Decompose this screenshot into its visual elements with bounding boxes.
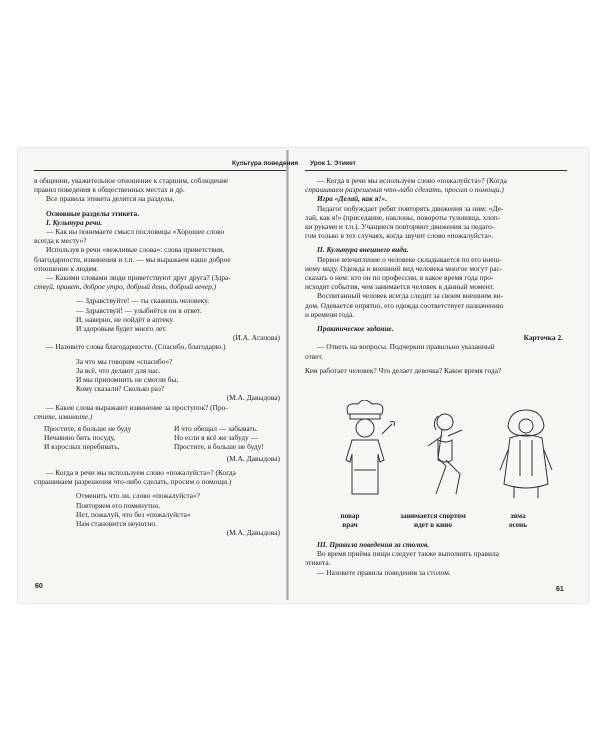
text-line: гом только в тех случаях, когда звучит слово «пожалуйста». — [305, 231, 494, 241]
caption-option[interactable]: зима — [510, 512, 526, 520]
text-line: (И.А. Агапова) — [232, 333, 280, 343]
poem-row — [34, 442, 284, 451]
poem-line: Простите, я больше не буду — [44, 424, 132, 434]
text-line: Нет, пожалуй, что без «пожалуйста» — [76, 509, 191, 519]
text-line: — Какие слова выражают извинение за проступок? (Про- — [46, 402, 228, 412]
poem-row — [34, 424, 284, 433]
text-line: Основные разделы этикета. — [46, 208, 140, 218]
text-line: Первое впечатление о человеке складывается по его внеш- — [317, 254, 502, 264]
text-line: сказать о нем: кто он по профессии, в какое время года про- — [305, 273, 494, 283]
text-line: отношение к людям. — [34, 263, 99, 273]
text-line: III. Правила поведения за столом. — [317, 540, 430, 549]
poem-line: Но если я всё же забуду — — [174, 433, 258, 443]
text-line: Кем работает человек? Что делает девочка? Какое время года? — [305, 365, 502, 375]
card-illustrations — [330, 400, 560, 508]
girl-running-illustration — [428, 414, 462, 494]
text-line: За что мы говорим «спасибо»? — [76, 356, 173, 366]
caption-option[interactable]: осень — [508, 521, 527, 529]
poem-line: Нечаянно бить посуду, — [44, 433, 116, 443]
text-line: И мы припомнить не смогли бы, — [76, 375, 179, 385]
text-line: нему виду. Одежда и внешний вид человека многое могут рас- — [305, 263, 503, 273]
text-line: — Здравствуйте! — ты скажешь человеку. — [76, 296, 210, 306]
text-line: спрашиваем разрешения что-либо сделать, просим о помощи.) — [305, 185, 504, 195]
left-running-head: Культура поведения — [232, 160, 299, 167]
text-line: ки руками и т.п.). Учащиеся повторяют движения за педаго- — [305, 222, 495, 232]
text-line: Педагог побуждает ребят повторять движения за ним: «Де- — [317, 203, 504, 213]
text-line: благодарности, извинения и т.п. — мы выражаем наше доброе — [34, 254, 231, 264]
left-page-text — [34, 176, 284, 537]
text-line: — Какими словами люди приветствуют друг друга? (Здра- — [46, 273, 231, 283]
left-header-rule — [34, 170, 286, 171]
text-line: — Когда в речи мы используем слово «пожалуйста»? (Когда — [46, 467, 236, 477]
caption-option[interactable]: повар — [340, 512, 360, 520]
text-line: (М.А. Давыдова) — [226, 393, 280, 403]
text-line: всегда к месту»? — [34, 236, 87, 246]
text-line: Кому сказали? Сколько раз? — [76, 384, 165, 394]
text-line: За всё, что делают для нас. — [76, 365, 161, 375]
illustration-caption — [320, 512, 380, 530]
text-line: Повторяем его поминутно. — [76, 500, 161, 510]
text-line: лай, как я!» (приседание, наклоны, повороты туловища, хлоп- — [305, 212, 501, 222]
text-line: II. Культура внешнего вида. — [317, 245, 409, 255]
right-page-text — [305, 176, 567, 375]
book-gutter — [286, 150, 289, 600]
caption-option[interactable]: идет в кино — [414, 521, 452, 529]
text-line: — Как вы понимаете смысл пословицы «Хорошее слово — [46, 227, 225, 237]
text-line: Игра «Делай, как я!». — [317, 194, 387, 204]
caption-option[interactable]: занимается спортом — [400, 512, 466, 520]
text-line: (М.А. Давыдова) — [226, 528, 280, 538]
text-line: I. Культура речи. — [46, 217, 103, 227]
right-page-text-bottom — [305, 540, 567, 577]
text-line: Нам становится неуютно. — [76, 518, 157, 528]
cook-illustration — [346, 400, 395, 494]
left-page-number: 60 — [35, 583, 43, 590]
text-line: дом. Одевается опрятно, его одежда соответствует назначению — [305, 300, 504, 310]
text-line: Практическое задание. — [317, 324, 394, 334]
caption-option[interactable]: врач — [342, 521, 358, 529]
text-line: Во время приёма пищи следует также выполнять правила — [317, 549, 499, 559]
text-line: правил поведения в общественных местах и др. — [34, 185, 185, 195]
text-line: — Здравствуй! — улыбнётся он в ответ. — [76, 305, 202, 315]
text-line: И здоровым будет много лет. — [76, 324, 167, 334]
text-line: — Назовите правила поведения за столом. — [317, 567, 451, 577]
illustration-caption — [388, 512, 478, 530]
left-attribution: (М.А. Давыдова) — [226, 453, 280, 463]
text-line: стите, извините.) — [34, 411, 93, 421]
poem-line: И взрослых перебивать, — [44, 442, 120, 452]
text-line: Воспитанный человек всегда следит за своим внешним ви- — [317, 291, 504, 301]
text-line: — Когда в речи мы используем слово «пожалуйста»? (Когда — [317, 176, 507, 185]
text-line: — Ответь на вопросы. Подчеркни правильно указанный — [317, 342, 495, 352]
text-line: И, наверно, не пойдёт в аптеку — [76, 314, 174, 324]
child-winter-illustration — [500, 410, 552, 498]
text-line: Все правила этикета делятся на разделы. — [46, 194, 175, 204]
right-page-number: 61 — [556, 586, 564, 593]
poem-line: Простите, я больше не буду! — [174, 442, 264, 452]
text-line: этикета. — [305, 558, 331, 568]
poem-row — [34, 433, 284, 442]
text-line: и времени года. — [305, 309, 355, 319]
illustration-caption — [488, 512, 548, 530]
text-line: ствуй, привет, доброе утро, добрый день, добрый вечер.) — [34, 282, 217, 292]
text-line: — Назовите слова благодарности. (Спасибо, благодарю.) — [46, 342, 226, 352]
text-line: исходят события, чем занимается человек в данный момент. — [305, 282, 495, 292]
text-line: Используя в речи «вежливые слова»: слова приветствия, — [46, 245, 225, 255]
right-header-rule — [305, 170, 567, 171]
poem-line: И что обещал — забывать. — [174, 424, 258, 434]
text-line: в общении, уважительное отношение к старшим, соблюдение — [34, 176, 229, 185]
text-line: спрашиваем разрешения что-либо сделать, просим о помощи.) — [34, 477, 232, 487]
text-line: ответ. — [305, 351, 324, 361]
text-line: Карточка 2. — [523, 333, 563, 343]
text-line: Отменить что ли, слово «пожалуйста»? — [76, 491, 201, 501]
right-running-head: Урок 1. Этикет — [310, 160, 356, 167]
